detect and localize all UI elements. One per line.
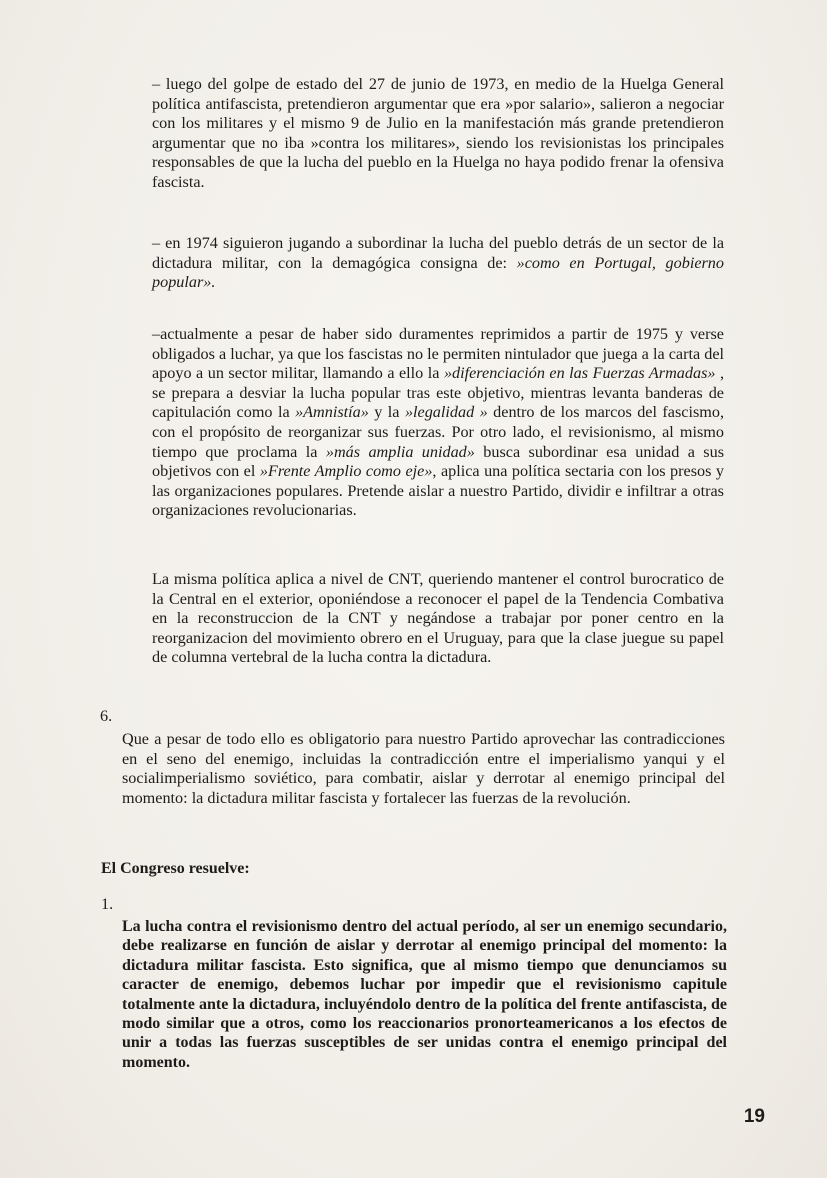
text-segment: y la <box>368 403 405 422</box>
paragraph-cnt: La misma política aplica a nivel de CNT, queriendo mantener el control burocratico de la Central en el exterior, oponiéndose a reconocer el papel de la Tendencia Combativa en la reconstruccion de la CNT y negándose a trabajar por poner centro en la reorganizacion del movimiento obrero en el Uruguay, para que la clase juegue su papel de columna vertebral de la lucha contra la dictadura. <box>152 570 724 667</box>
quote-portugal: »como en Portugal, gobierno popular». <box>152 253 724 292</box>
item-1-text: La lucha contra el revisionismo dentro del actual período, al ser un enemigo secundario, debe realizarse en función de aislar y derrotar al enemigo principal del momento: la dictadura militar fascista. Esto significa, que al mismo tiempo que denunciamos su caracter de enemigo, debemos luchar por impedir que el revisionismo capitule totalmente ante la dictadura, incluyéndolo dentro de la política del frente antifascista, de modo similar que a otros, como los reaccionarios pronorteamericanos a los efectos de unir a todas las fuerzas susceptibles de ser unidas contra el enemigo principal del momento. <box>122 918 727 1071</box>
quote-amplia-unidad: »más amplia unidad» <box>325 442 475 461</box>
paragraph-golpe-1973: – luego del golpe de estado del 27 de junio de 1973, en medio de la Huelga General política antifascista, pretendieron argumentar que era »por salario», salieron a negociar con los militares y el mismo 9 de Julio en la manifestación más grande pretendieron argumentar que no iba »contra los militares», siendo los revisionistas los principales responsables de que la lucha del pueblo en la Huelga no haya podido frenar la ofensiva fascista. <box>152 75 724 191</box>
text-segment: dentro de los marcos del fascismo, con el propósito de reorganizar sus fuerzas. Por otro lado, el revisionismo, al mismo tiempo que proclama la <box>152 403 724 461</box>
quote-legalidad: »legalidad » <box>404 403 488 422</box>
text-segment: , aplica una política sectaria con los presos y las organizaciones populares. Pretende aislar a nuestro Partido, dividir e infiltrar a otras organizaciones revolucionarias. <box>152 462 724 520</box>
text-segment: busca subordinar esa unidad a sus objetivos con el <box>152 442 724 481</box>
item-1-number: 1. <box>101 895 114 913</box>
quote-frente-amplio: »Frente Amplio como eje» <box>259 462 433 481</box>
page-number: 19 <box>743 1106 765 1127</box>
paragraph-1974-text: – en 1974 siguieron jugando a subordinar la lucha del pueblo detrás de un sector de la dictadura militar, con la demagógica consigna de: <box>152 234 724 272</box>
paragraph-1974 <box>152 234 724 293</box>
paragraph-actualmente <box>152 325 724 521</box>
text-segment: –actualmente a pesar de haber sido duramentes reprimidos a partir de 1975 y verse obligados a luchar, ya que los fascistas no le permiten nintulador que juega a la carta del apoyo a un sector militar, llamando a ello la <box>152 325 724 383</box>
text-segment: , se prepara a desviar la lucha popular tras este objetivo, mientras levanta banderas de capitulación como la <box>152 364 725 422</box>
item-6-text: Que a pesar de todo ello es obligatorio para nuestro Partido aprovechar las contradicciones en el seno del enemigo, incluidas la contradicción entre el imperialismo yanqui y el socialimperialismo soviético, para combatir, aislar y derrotar al enemigo principal del momento: la dictadura militar fascista y fortalecer las fuerzas de la revolución. <box>122 730 725 807</box>
resolves-heading: El Congreso resuelve: <box>101 860 250 877</box>
quote-amnistia: »Amnistía» <box>295 403 369 422</box>
quote-diferenciacion: »diferenciación en las Fuerzas Armadas» <box>443 364 716 383</box>
item-6-number: 6. <box>100 707 113 725</box>
